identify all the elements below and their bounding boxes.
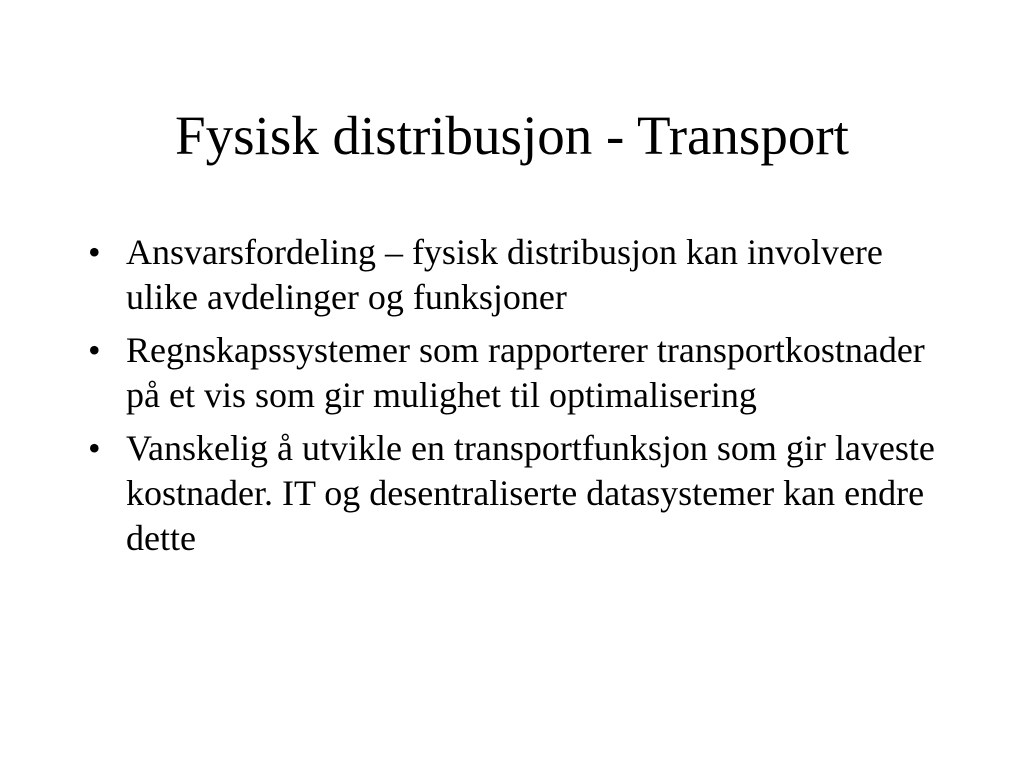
bullet-icon: •: [88, 330, 101, 370]
slide-title: Fysisk distribusjon - Transport: [175, 105, 849, 166]
bullet-item: [88, 328, 948, 418]
bullet-list: [88, 230, 948, 569]
bullet-icon: •: [88, 232, 101, 272]
bullet-text: Ansvarsfordeling – fysisk distribusjon kan involvere ulike avdelinger og funksjoner: [126, 232, 883, 317]
bullet-text: Regnskapssystemer som rapporterer transportkostnader på et vis som gir mulighet til optimalisering: [126, 330, 925, 415]
bullet-item: [88, 230, 948, 320]
bullet-item: [88, 426, 948, 561]
bullet-icon: •: [88, 428, 101, 468]
bullet-text: Vanskelig å utvikle en transportfunksjon som gir laveste kostnader. IT og desentraliserte datasystemer kan endre dette: [126, 428, 935, 558]
